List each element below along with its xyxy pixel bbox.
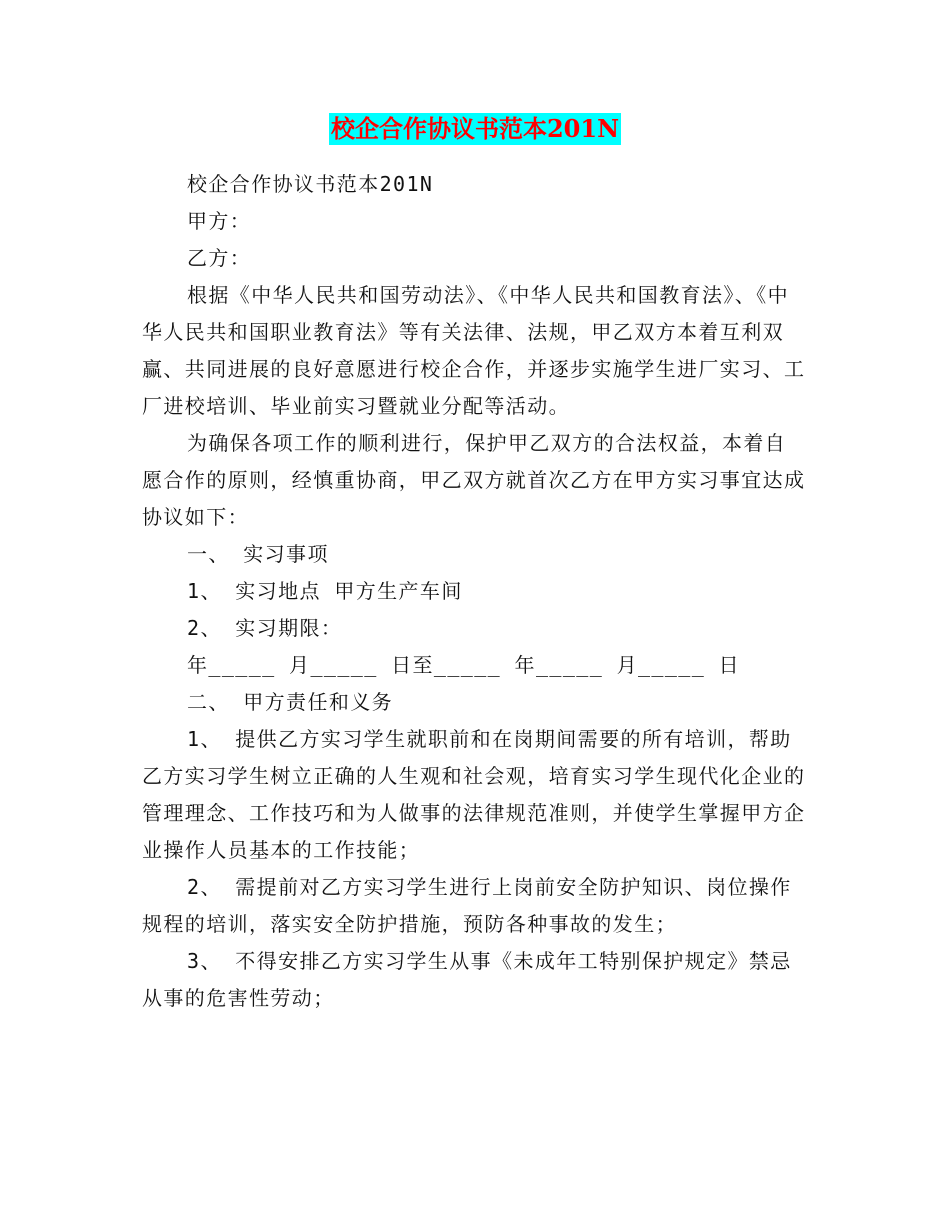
document-body — [142, 166, 807, 1017]
duty-item-3: 3、 不得安排乙方实习学生从事《未成年工特别保护规定》禁忌从事的危害性劳动； — [142, 949, 792, 1010]
document-title: 校企合作协议书范本201N — [330, 114, 620, 143]
date-blank-line: 年_____ 月_____ 日至_____ 年_____ 月_____ 日 — [187, 653, 741, 677]
title-row — [0, 113, 950, 145]
item-internship-period: 2、 实习期限： — [187, 616, 343, 640]
paragraph-party-b: 乙方： — [187, 246, 252, 270]
paragraph-purpose: 为确保各项工作的顺利进行，保护甲乙双方的合法权益，本着自愿合作的原则，经慎重协商，甲乙双方就首次乙方在甲方实习事宜达成协议如下： — [142, 431, 806, 529]
duty-item-1: 1、 提供乙方实习学生就职前和在岗期间需要的所有培训，帮助乙方实习学生树立正确的人生观和社会观，培育实习学生现代化企业的管理理念、工作技巧和为人做事的法律规范准则，并使学生掌握甲方企业操作人员基本的工作技能； — [142, 727, 806, 862]
paragraph-subtitle: 校企合作协议书范本201N — [187, 172, 434, 196]
section-heading-internship: 一、 实习事项 — [187, 542, 329, 566]
paragraph-party-a: 甲方： — [187, 209, 252, 233]
item-internship-location: 1、 实习地点 甲方生产车间 — [187, 579, 463, 603]
section-heading-party-a-duties: 二、 甲方责任和义务 — [187, 690, 394, 714]
paragraph-legal-basis: 根据《中华人民共和国劳动法》、《中华人民共和国教育法》、《中华人民共和国职业教育法》等有关法律、法规，甲乙双方本着互利双赢、共同进展的良好意愿进行校企合作，并逐步实施学生进厂实习、工厂进校培训、毕业前实习暨就业分配等活动。 — [142, 283, 806, 418]
duty-item-2: 2、 需提前对乙方实习学生进行上岗前安全防护知识、岗位操作规程的培训，落实安全防护措施，预防各种事故的发生； — [142, 875, 792, 936]
